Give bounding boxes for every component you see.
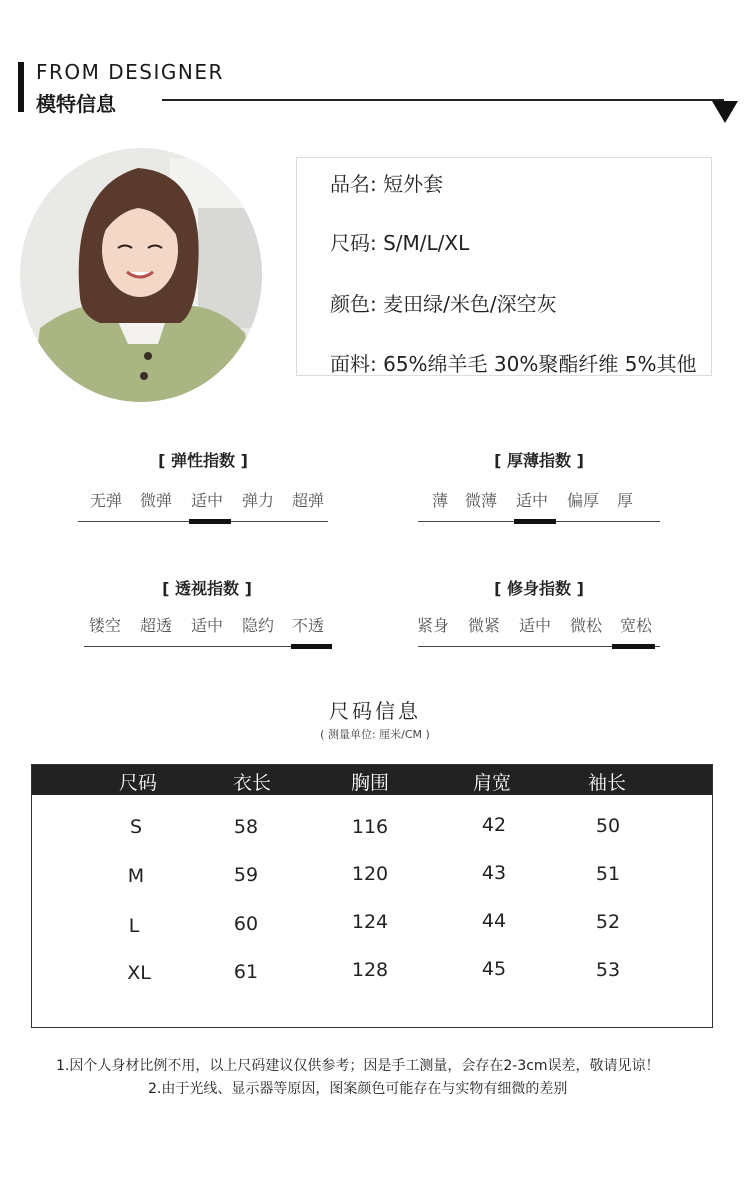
header-triangle-icon [712,101,738,123]
size-info-title: 尺码信息 [329,699,421,723]
fit-indicator [612,644,655,649]
size-table-header [32,765,712,795]
thickness-option: 微薄 [465,491,498,510]
table-cell: 50 [595,815,621,837]
column-header: 尺码 [118,772,158,794]
table-cell: 44 [481,910,507,932]
fit-index-title: [ 修身指数 ] [494,579,584,598]
header-title-cn: 模特信息 [36,92,116,116]
column-header: 衣长 [232,772,272,794]
table-cell: 53 [595,959,621,981]
elasticity-index-title: [ 弹性指数 ] [158,451,248,470]
table-cell: 43 [481,862,507,884]
table-cell: 59 [233,864,259,886]
product-name: 品名: 短外套 [330,172,444,196]
thickness-indicator [514,519,556,524]
product-size: 尺码: S/M/L/XL [330,231,470,255]
product-color: 颜色: 麦田绿/米色/深空灰 [330,292,557,316]
thickness-option: 厚 [617,491,634,510]
transparency-indicator [291,644,332,649]
table-cell: 124 [351,911,389,933]
size-info-unit: ( 测量单位: 厘米/CM ) [320,728,430,741]
model-photo [20,148,262,402]
header-divider [162,99,724,101]
note-2: 2.由于光线、显示器等原因，图案颜色可能存在与实物有细微的差别 [148,1081,568,1097]
note-1: 1.因个人身材比例不用，以上尺码建议仅供参考；因是手工测量，会存在2-3cm误差，敬请见谅！ [56,1058,660,1074]
table-cell: 42 [481,814,507,836]
thickness-option: 薄 [432,491,449,510]
table-cell: 58 [233,816,259,838]
table-cell: 61 [233,961,259,983]
size-table [31,764,713,1028]
elasticity-indicator [189,519,231,524]
table-cell: 52 [595,911,621,933]
table-cell: 128 [351,959,389,981]
fit-option: 微紧 [468,616,501,635]
fit-option: 紧身 [417,616,450,635]
fit-option: 微松 [570,616,603,635]
transparency-option: 隐约 [242,616,275,635]
table-cell: 60 [233,913,259,935]
product-fabric: 面料: 65%绵羊毛 30%聚酯纤维 5%其他 [330,352,697,376]
header-accent-bar [18,62,24,112]
transparency-option: 适中 [191,616,224,635]
column-header: 胸围 [350,772,390,794]
table-cell: L [128,915,140,937]
thickness-option: 偏厚 [567,491,600,510]
table-cell: XL [127,962,151,984]
table-cell: 120 [351,863,389,885]
fit-option: 适中 [519,616,552,635]
table-cell: M [127,865,145,887]
column-header: 肩宽 [472,772,512,794]
fit-option-selected: 宽松 [620,616,653,635]
elasticity-option: 超弹 [292,491,325,510]
product-info-box [296,157,712,376]
elasticity-option: 弹力 [242,491,275,510]
table-cell: 51 [595,863,621,885]
elasticity-option-selected: 适中 [191,491,224,510]
thickness-option-selected: 适中 [516,491,549,510]
transparency-index-title: [ 透视指数 ] [162,579,252,598]
table-cell: 116 [351,816,389,838]
elasticity-option: 无弹 [90,491,123,510]
transparency-option: 镂空 [89,616,122,635]
elasticity-option: 微弹 [140,491,173,510]
transparency-option-selected: 不透 [292,616,325,635]
table-cell: S [129,816,143,838]
column-header: 袖长 [587,772,627,794]
thickness-index-title: [ 厚薄指数 ] [494,451,584,470]
header-title-en: FROM DESIGNER [36,60,224,84]
table-cell: 45 [481,958,507,980]
transparency-option: 超透 [140,616,173,635]
